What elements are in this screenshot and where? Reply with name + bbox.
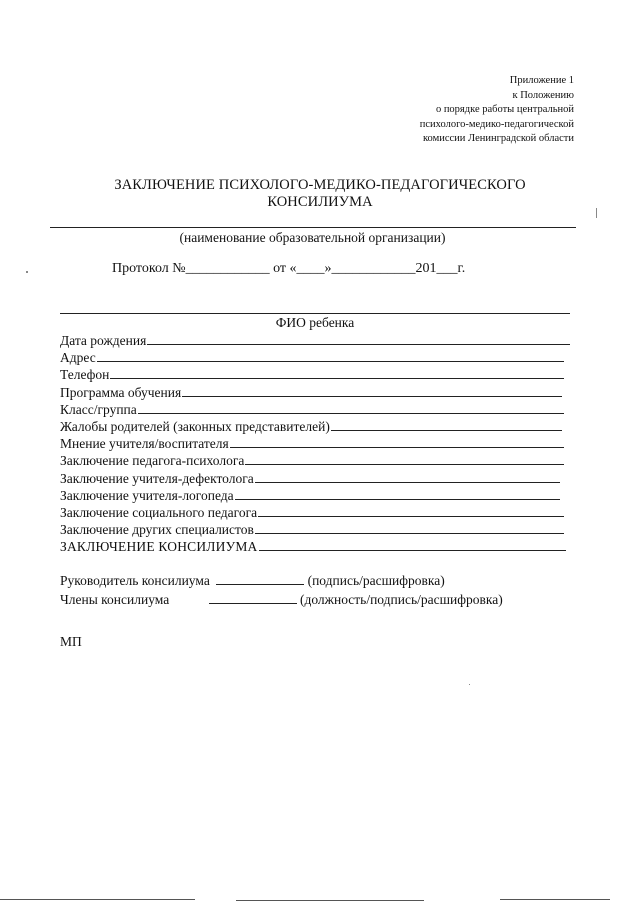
field-line[interactable] — [230, 435, 564, 448]
form-field[interactable] — [60, 418, 562, 435]
child-name-caption: ФИО ребенка — [275, 315, 355, 330]
head-signature-label: Руководитель консилиума — [60, 573, 210, 588]
appendix-note — [314, 74, 574, 147]
document-title — [40, 177, 600, 211]
form-field[interactable] — [60, 521, 564, 538]
child-name-field-line[interactable] — [60, 313, 570, 314]
field-line[interactable] — [255, 521, 564, 534]
head-signature-note: (подпись/расшифровка) — [307, 573, 445, 588]
protocol-text: Протокол №____________ от «____»____________201___г. — [112, 261, 466, 276]
head-signature-row — [60, 573, 445, 589]
form-field[interactable] — [60, 487, 560, 504]
field-label: Программа обучения — [60, 384, 182, 400]
organization-caption: (наименование образовательной организации) — [179, 230, 446, 245]
members-signature-label: Члены консилиума — [60, 592, 170, 607]
organization-field-line[interactable] — [50, 227, 576, 228]
field-line[interactable] — [258, 504, 564, 517]
title-line-2: КОНСИЛИУМА — [267, 194, 373, 210]
field-line[interactable] — [97, 349, 564, 362]
form-field[interactable] — [60, 366, 564, 383]
scan-edge-line — [0, 899, 195, 900]
field-line[interactable] — [255, 470, 560, 483]
form-field-conclusion[interactable] — [60, 538, 566, 555]
form-field[interactable] — [60, 332, 570, 349]
scan-mark — [469, 684, 470, 685]
scan-edge-line — [500, 899, 610, 900]
form-field[interactable] — [60, 384, 562, 401]
field-label: Телефон — [60, 367, 110, 383]
field-line[interactable] — [110, 366, 564, 379]
scan-mark — [596, 208, 597, 218]
field-label: Мнение учителя/воспитателя — [60, 436, 229, 452]
field-label: Дата рождения — [60, 333, 147, 348]
form-field[interactable] — [60, 349, 564, 366]
appendix-line: Приложение 1 — [509, 75, 574, 86]
head-signature-line[interactable] — [216, 573, 304, 585]
field-label: ЗАКЛЮЧЕНИЕ КОНСИЛИУМА — [60, 539, 258, 555]
field-label: Заключение учителя-дефектолога — [60, 470, 254, 486]
title-line-1: ЗАКЛЮЧЕНИЕ ПСИХОЛОГО-МЕДИКО-ПЕДАГОГИЧЕСКОГО — [114, 177, 526, 193]
form-field[interactable] — [60, 470, 560, 487]
members-signature-line[interactable] — [209, 592, 297, 604]
appendix-line: о порядке работы центральной — [435, 104, 574, 115]
form-fields — [60, 332, 570, 555]
members-signature-note: (должность/подпись/расшифровка) — [299, 592, 503, 607]
appendix-line: психолого-медико-педагогической — [419, 118, 574, 130]
stamp-placeholder: МП — [60, 634, 82, 649]
field-line[interactable] — [182, 384, 562, 397]
members-signature-row — [60, 592, 503, 608]
field-label: Заключение учителя-логопеда — [60, 487, 234, 503]
scan-mark — [26, 271, 28, 273]
field-line[interactable] — [331, 418, 562, 431]
field-label: Заключение других специалистов — [60, 522, 254, 538]
field-label: Адрес — [60, 350, 96, 366]
field-label: Жалобы родителей (законных представителей) — [60, 418, 330, 434]
field-line[interactable] — [138, 401, 564, 414]
scan-edge-line — [236, 900, 424, 901]
field-line[interactable] — [147, 332, 570, 345]
form-field[interactable] — [60, 401, 564, 418]
appendix-line: комиссии Ленинградской области — [422, 133, 574, 144]
form-field[interactable] — [60, 504, 564, 521]
field-label: Заключение педагога-психолога — [60, 453, 245, 469]
field-line[interactable] — [245, 452, 564, 465]
field-line[interactable] — [259, 538, 566, 551]
field-label: Заключение социального педагога — [60, 504, 258, 520]
protocol-line[interactable] — [112, 261, 465, 277]
field-line[interactable] — [235, 487, 560, 500]
form-field[interactable] — [60, 435, 564, 452]
appendix-line: к Положению — [512, 89, 574, 101]
field-label: Класс/группа — [60, 401, 137, 417]
form-field[interactable] — [60, 452, 564, 469]
